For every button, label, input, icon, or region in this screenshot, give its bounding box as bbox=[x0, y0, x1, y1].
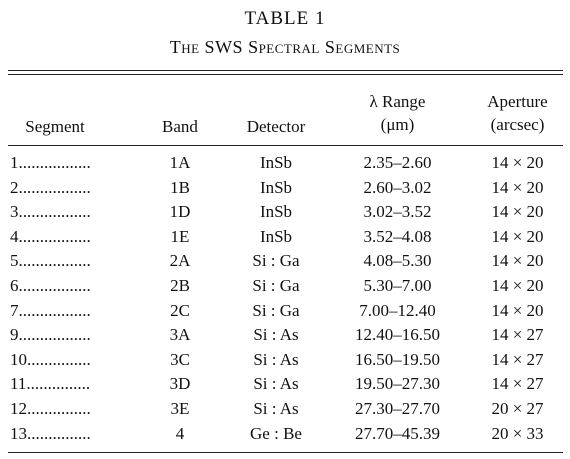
header-aperture-line1: Aperture bbox=[487, 92, 548, 111]
header-segment-label: Segment bbox=[25, 117, 85, 136]
cell-segment: 9................. bbox=[10, 325, 91, 345]
cell-segment: 5................. bbox=[10, 251, 91, 271]
table-title: TABLE 1 bbox=[244, 8, 326, 29]
header-band-label: Band bbox=[162, 117, 198, 136]
cell-band: 2C bbox=[170, 300, 190, 320]
table-row bbox=[0, 201, 570, 226]
table-row bbox=[0, 324, 570, 349]
cell-band: 1B bbox=[170, 177, 190, 197]
cell-aperture: 14 × 20 bbox=[491, 251, 544, 271]
table-row bbox=[0, 275, 570, 300]
header-band bbox=[140, 115, 220, 138]
cell-band: 3D bbox=[169, 374, 191, 394]
cell-segment: 7................. bbox=[10, 300, 91, 320]
cell-aperture: 14 × 20 bbox=[491, 177, 544, 197]
table-row bbox=[0, 177, 570, 202]
table-row bbox=[0, 373, 570, 398]
cell-band: 3C bbox=[170, 349, 190, 369]
cell-aperture: 14 × 27 bbox=[491, 349, 544, 369]
cell-band: 3E bbox=[170, 398, 190, 418]
cell-detector: Si : As bbox=[253, 349, 299, 369]
cell-band: 3A bbox=[169, 325, 191, 345]
cell-aperture: 14 × 20 bbox=[491, 202, 544, 222]
cell-aperture: 20 × 27 bbox=[491, 398, 544, 418]
cell-aperture: 14 × 20 bbox=[491, 275, 544, 295]
table-row bbox=[0, 152, 570, 177]
cell-segment: 4................. bbox=[10, 226, 91, 246]
cell-detector: Si : Ga bbox=[252, 275, 300, 295]
header-wavelength-range bbox=[335, 90, 460, 136]
table-row bbox=[0, 349, 570, 374]
table-body bbox=[0, 152, 570, 447]
header-range-line2: (μm) bbox=[380, 115, 415, 134]
cell-aperture: 14 × 27 bbox=[491, 374, 544, 394]
cell-segment: 6................. bbox=[10, 275, 91, 295]
cell-segment: 3................. bbox=[10, 202, 91, 222]
cell-band: 1A bbox=[169, 153, 191, 172]
table-row bbox=[0, 423, 570, 448]
cell-range: 12.40–16.50 bbox=[355, 325, 440, 345]
cell-range: 16.50–19.50 bbox=[355, 349, 440, 369]
cell-band: 2A bbox=[169, 251, 191, 271]
cell-aperture: 14 × 20 bbox=[491, 300, 544, 320]
cell-detector: InSb bbox=[259, 153, 293, 172]
cell-segment: 13............... bbox=[10, 423, 91, 443]
table-row bbox=[0, 300, 570, 325]
cell-segment: 12............... bbox=[10, 398, 91, 418]
top-rule-1 bbox=[8, 70, 563, 71]
cell-aperture: 14 × 20 bbox=[491, 226, 544, 246]
header-segment bbox=[10, 115, 100, 138]
header-rule bbox=[8, 145, 563, 146]
table-row bbox=[0, 398, 570, 423]
cell-segment: 1................. bbox=[10, 153, 91, 172]
cell-detector: InSb bbox=[259, 202, 293, 222]
cell-range: 3.52–4.08 bbox=[363, 226, 432, 246]
cell-detector: Si : As bbox=[253, 398, 299, 418]
cell-band: 1D bbox=[169, 202, 191, 222]
cell-detector: Ge : Be bbox=[250, 423, 302, 443]
cell-detector: Si : Ga bbox=[252, 300, 300, 320]
cell-range: 3.02–3.52 bbox=[363, 202, 432, 222]
cell-detector: InSb bbox=[259, 226, 293, 246]
table-caption: The SWS Spectral Segments bbox=[169, 37, 401, 57]
cell-aperture: 20 × 33 bbox=[491, 423, 544, 443]
cell-detector: Si : Ga bbox=[252, 251, 300, 271]
cell-segment: 11............... bbox=[10, 374, 91, 394]
cell-segment: 2................. bbox=[10, 177, 91, 197]
table-row bbox=[0, 226, 570, 251]
cell-segment: 10............... bbox=[10, 349, 91, 369]
cell-range: 19.50–27.30 bbox=[355, 374, 440, 394]
cell-range: 2.60–3.02 bbox=[363, 177, 432, 197]
cell-aperture: 14 × 20 bbox=[491, 153, 544, 172]
header-range-line1: λ Range bbox=[369, 92, 426, 111]
bottom-rule bbox=[8, 452, 563, 453]
cell-range: 5.30–7.00 bbox=[363, 275, 432, 295]
header-detector bbox=[226, 115, 326, 138]
cell-aperture: 14 × 27 bbox=[491, 325, 544, 345]
cell-band: 2B bbox=[170, 275, 190, 295]
header-detector-label: Detector bbox=[246, 117, 306, 136]
header-aperture-line2: (arcsec) bbox=[490, 115, 545, 134]
cell-range: 7.00–12.40 bbox=[359, 300, 436, 320]
cell-band: 1E bbox=[170, 226, 190, 246]
header-aperture bbox=[470, 90, 565, 136]
cell-range: 27.70–45.39 bbox=[355, 423, 440, 443]
cell-range: 27.30–27.70 bbox=[355, 398, 440, 418]
cell-detector: Si : As bbox=[253, 374, 299, 394]
cell-detector: InSb bbox=[259, 177, 293, 197]
cell-band: 4 bbox=[175, 423, 185, 443]
top-rule-2 bbox=[8, 74, 563, 75]
table-row bbox=[0, 250, 570, 275]
cell-range: 4.08–5.30 bbox=[363, 251, 432, 271]
cell-detector: Si : As bbox=[253, 325, 299, 345]
cell-range: 2.35–2.60 bbox=[363, 153, 432, 172]
